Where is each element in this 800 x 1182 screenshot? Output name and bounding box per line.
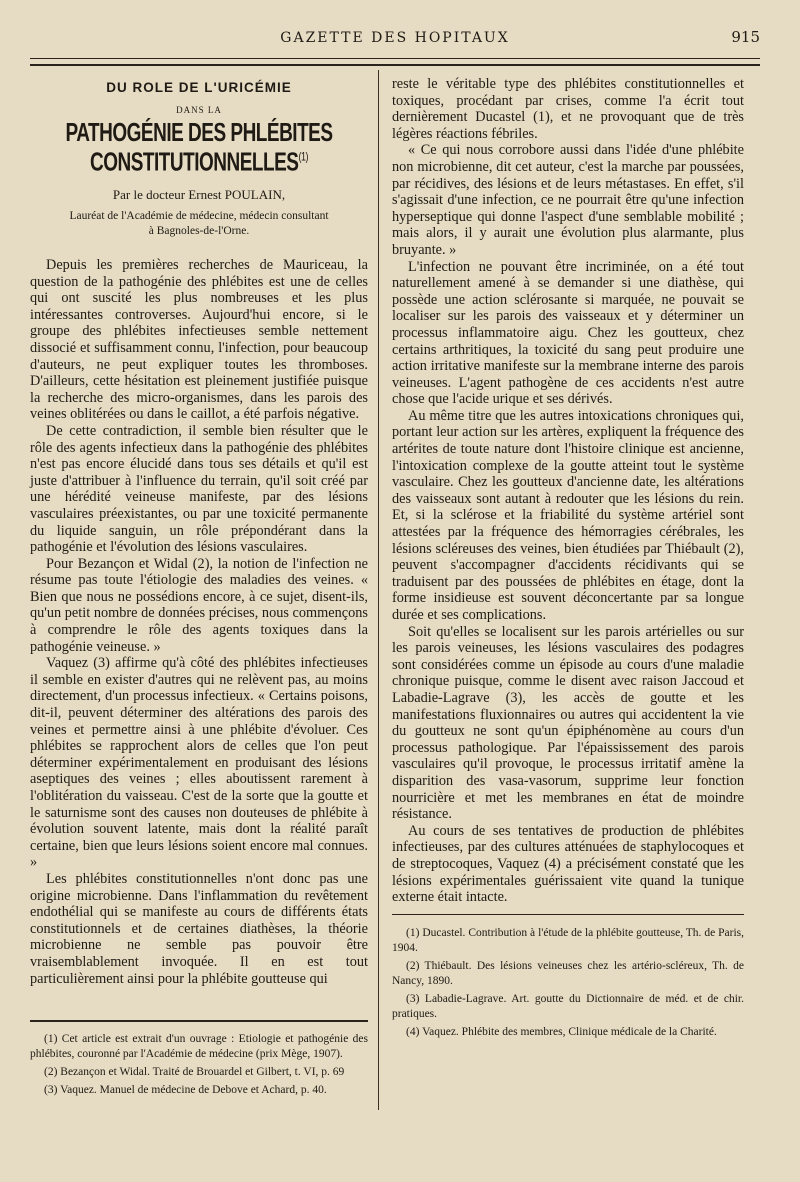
author-affiliation-2: à Bagnoles-de-l'Orne. xyxy=(148,225,250,237)
paragraph: De cette contradiction, il semble bien résulter que le rôle des agents infectieux dans la pathogénie des phlébites n'est pas encore élucidé dans tous ses détails et qu'il est juste d'attribuer à l'influence du terrain, qu'il soit créé par une hérédité veineuse manifeste, par des lésions vasculaires préexistantes, ou par une toxicité permanente du liquide sanguin, un rôle prépondérant dans la pathogénie et l'évolution des lésions vasculaires. xyxy=(30,422,368,556)
header-rule-thick xyxy=(30,64,760,66)
author-affiliation-1: Lauréat de l'Académie de médecine, médecin consultant xyxy=(69,210,329,222)
paragraph: L'infection ne pouvant être incriminée, on a été tout naturellement amené à se demander si une diathèse, qui possède une action sclérosante si marquée, ne pouvait se localiser sur les parois des vaisseaux et y déterminer un processus inflammatoire aigu. Chez les goutteux, chez certains arthritiques, la toxicité du sang peut produire une action irritative manifeste sur la membrane interne des parois veineuses. L'agent pathogène de ces accidents n'est autre chose que l'acide urique et ses dérivés. xyxy=(392,258,744,408)
paragraph: Au cours de ses tentatives de production de phlébites infectieuses, par des cultures atténuées de staphylocoques et de streptocoques, Vaquez (4) a précisément constaté que les lésions expérimentales guérissaient vite quand la tunique externe était intacte. xyxy=(392,822,744,906)
footnote: (2) Thiébault. Des lésions veineuses chez les artério-scléreux, Th. de Nancy, 1890. xyxy=(392,960,744,987)
article-title-dans: DANS LA xyxy=(176,105,222,115)
paragraph: Au même titre que les autres intoxications chroniques qui, portant leur action sur les artères, expliquent la fréquence des artérites de toute nature dont l'histoire clinique est ancienne, l'intoxication complexe de la goutte atteint tout le système vasculaire. Chez les goutteux d'ancienne date, les altérations des vaisseaux sont autant à redouter que les lésions du rein. Et, si la sclérose et la friabilité du système artériel sont attestées par la fréquence des hémorragies cérébrales, les lésions scléreuses des veines, bien étudiées par Thiébault (2), peuvent s'accompagner d'accidents récidivants qui se traduisent par des poussées de phlébites en étage, dont la forme insidieuse est souvent déconcertante par sa longue durée et ses complications. xyxy=(392,407,744,623)
paragraph: Pour Bezançon et Widal (2), la notion de l'infection ne résume pas toute l'étiologie des maladies des veines. « Bien que nous ne possédions encore, à ce sujet, disent-ils, qu'un petit nombre de données précises, nous commençons à comprendre le rôle des agents toxiques dans la pathogénie veineuse. » xyxy=(30,555,368,655)
paragraph: « Ce qui nous corrobore aussi dans l'idée d'une phlébite non microbienne, dit cet auteur, c'est la marche par poussées, par récidives, des lésions et de leurs métastases. En effet, s'il s'agissait d'une infection, ce ne pourrait être qu'une infection hyperseptique qui donne l'aspect d'une semblable mobilité ; mais alors, il y aurait une évolution plus alarmante, plus bruyante. » xyxy=(392,142,744,258)
page-header xyxy=(30,22,760,50)
header-rule xyxy=(30,58,760,59)
journal-title: GAZETTE DES HOPITAUX xyxy=(280,30,510,46)
left-column xyxy=(30,76,368,987)
paragraph: Depuis les premières recherches de Mauriceau, la question de la pathogénie des phlébites est une de celles qui ont suscité les plus nombreuses et les plus intéressantes controverses. Aujourd'hui encore, si le groupe des phlébites infectieuses semble nettement dissocié et suffisamment connu, l'infection, pour beaucoup d'auteurs, ne peut expliquer toutes les thromboses. D'ailleurs, cette hésitation est pleinement justifiée puisque la recherche des micro-organismes, dans les parois des veines oblitérées ou dans le caillot, a été parfois négative. xyxy=(30,257,368,423)
page-number: 915 xyxy=(731,28,760,46)
column-divider xyxy=(378,70,379,1110)
paragraph: Vaquez (3) affirme qu'à côté des phlébites infectieuses il semble en exister d'autres qui ne relèvent pas, au moins directement, d'un processus infectieux. « Certains poisons, dit-il, peuvent déterminer des altérations des parois des veines et permettre ainsi à une phlébite d'évoluer. Ces phlébites se rapprochent alors de celles que l'on peut déterminer expérimentalement en produisant des lésions aseptiques des veines ; elles aboutissent rarement à l'oblitération du vaisseau. C'est de la sorte que la goutte et le saturnisme sont des causes non douteuses de phlébite à évolution souvent latente, mais dont la réalité paraît certaine, bien que leurs lésions soient encore mal connues. » xyxy=(30,655,368,871)
footnote: (3) Vaquez. Manuel de médecine de Debove et Achard, p. 40. xyxy=(44,1084,327,1096)
footnote: (4) Vaquez. Phlébite des membres, Clinique médicale de la Charité. xyxy=(406,1026,717,1038)
article-title-line1: DU ROLE DE L'URICÉMIE xyxy=(106,80,292,95)
paragraph: Les phlébites constitutionnelles n'ont donc pas une origine microbienne. Dans l'inflammation du revêtement endothélial qui se manifeste au cours de différents états constitutionnels et de certaines diathèses, la théorie microbienne ne semble pas pouvoir être vraisemblablement invoquée. Il en est tout particulièrement ainsi pour la phlébite goutteuse qui xyxy=(30,870,368,987)
article-title-main xyxy=(30,119,368,178)
footnote: (3) Labadie-Lagrave. Art. goutte du Dictionnaire de méd. et de chir. pratiques. xyxy=(392,993,744,1020)
paragraph: reste le véritable type des phlébites constitutionnelles et toxiques, procédant par crises, comme l'a écrit tout dernièrement Ducastel (1), et ne provoquant que de très légères réactions fébriles. xyxy=(392,76,744,142)
footnote-rule xyxy=(30,1020,368,1022)
footnotes-right xyxy=(392,926,744,1043)
paragraph: Soit qu'elles se localisent sur les parois artérielles ou sur les parois veineuses, les lésions vasculaires des podagres sont considérées comme un épisode au cours d'une maladie chronique puisque, comme le disent avec raison Jaccoud et Labadie-Lagrave (3), les accès de goutte et les manifestations fluxionnaires ou autres qui accidentent la vie du goutteux ne sont qu'un épiphénomène au cours d'un processus pathologique. Par l'épaississement des parois vasculaires qu'il provoque, le processus irritatif amène la disparition des vasa-vasorum, supprime leur fonction nourricière et met les membranes en état de moindre résistance. xyxy=(392,623,744,823)
article-author: Par le docteur Ernest POULAIN, xyxy=(112,187,286,202)
footnote: (2) Bezançon et Widal. Traité de Brouardel et Gilbert, t. VI, p. 69 xyxy=(44,1066,345,1078)
footnote: (1) Ducastel. Contribution à l'étude de la phlébite goutteuse, Th. de Paris, 1904. xyxy=(392,927,744,954)
article-title-footnote-mark: (1) xyxy=(298,149,308,164)
footnote-rule xyxy=(392,914,744,915)
article-title-main-text: PATHOGÉNIE DES PHLÉBITES CONSTITUTIONNELLES xyxy=(65,119,333,178)
article-title-block xyxy=(30,80,368,239)
footnotes-left xyxy=(30,1032,368,1101)
footnote: (1) Cet article est extrait d'un ouvrage : Etiologie et pathogénie des phlébites, couronné par l'Académie de médecine (prix Mège, 1907). xyxy=(30,1033,368,1060)
right-column xyxy=(392,76,744,906)
